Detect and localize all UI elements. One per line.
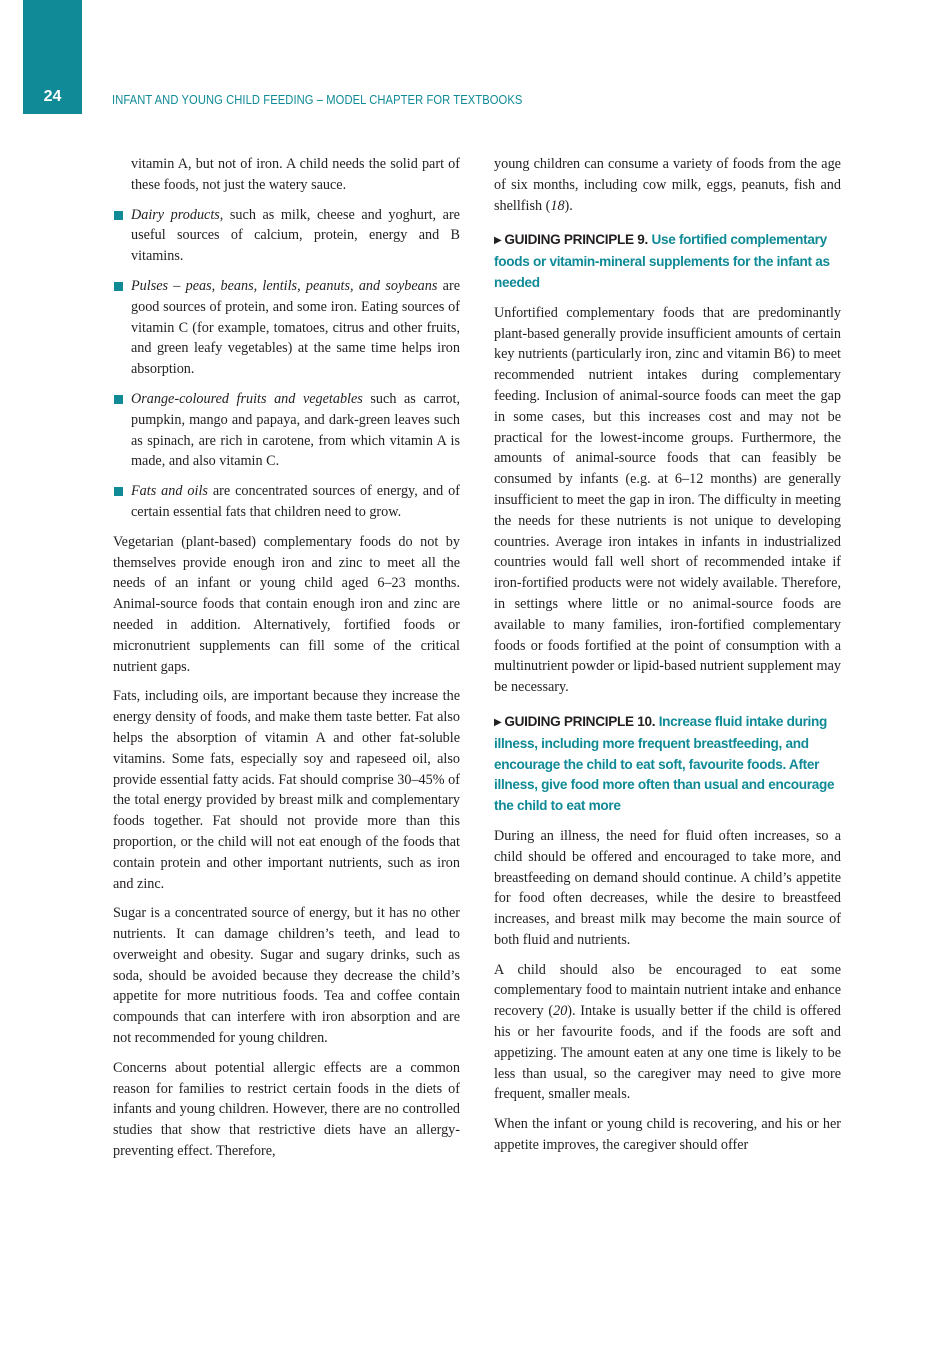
- body-paragraph: During an illness, the need for fluid often increases, so a child should be offered and encouraged to take more, and breastfeeding on demand should continue. A child’s appetite for food often decreases, while the desire to breastfeed increases, and breast milk may become the main source of both fluid and nutrients.: [494, 827, 841, 948]
- triangle-right-icon: ▶: [494, 235, 502, 247]
- list-item-term: Dairy products: [131, 206, 220, 223]
- page-number: 24: [43, 88, 62, 105]
- body-paragraph: Unfortified complementary foods that are predominantly plant-based generally provide insufficient amounts of certain key nutrients (particularly iron, zinc and vitamin B6) to meet recommended nutrient intakes during complementary feeding. Inclusion of animal-source foods can meet the gap in some cases, but this increases cost and may not be practical for the lowest-income groups. Furthermore, the amounts of animal-source foods that can feasibly be consumed by infants (e.g. at 6–12 months) are generally insufficient to meet the gap in iron. The difficulty in meeting the needs for these nutrients is not unique to developing countries. Average iron intakes in infants in industrialized countries would fall well short of recommended intake if iron-fortified products were not widely available. Therefore, in settings where little or no animal-source foods are available to many families, iron-fortified complementary foods or foods fortified at the point of consumption with a multinutrient powder or lipid-based nutrient supplement may be necessary.: [494, 304, 841, 696]
- list-item-term: Fats and oils: [131, 483, 208, 500]
- citation: 18: [550, 197, 565, 214]
- bullet-square-icon: [114, 211, 123, 220]
- principle-label: GUIDING PRINCIPLE 10.: [504, 713, 656, 729]
- list-item-text: , such as milk, cheese and yoghurt, are useful sources of calcium, protein, energy and B vitamins.: [131, 206, 460, 265]
- list-item-text: are concentrated sources of energy, and of certain essential fats that children need to grow.: [131, 483, 460, 520]
- list-item: [113, 481, 460, 523]
- list-item: [113, 389, 460, 472]
- list-item-text: are good sources of protein, and some iron. Eating sources of vitamin C (for example, tomatoes, citrus and other fruits, and green leafy vegetables) at the same time helps iron absorption.: [131, 277, 460, 378]
- list-item: [113, 205, 460, 267]
- body-paragraph: Concerns about potential allergic effects are a common reason for families to restrict certain foods in the diets of infants and young children. However, there are no controlled studies that show that restrictive diets have an allergy-preventing effect. Therefore,: [113, 1059, 460, 1160]
- bullet-square-icon: [114, 487, 123, 496]
- list-item: [113, 276, 460, 380]
- body-paragraph: A child should also be encouraged to eat some complementary food to maintain nutrient intake and enhance recovery (20). Intake is usually better if the child is offered his or her favourite foods, and if the foods are soft and appetizing. The amount eaten at any one time is likely to be less than usual, so the caregiver may need to give more frequent, smaller meals.: [494, 961, 841, 1103]
- triangle-right-icon: ▶: [494, 716, 502, 728]
- citation: 20: [553, 1003, 568, 1020]
- list-item-term: Orange-coloured fruits and vegetables: [131, 390, 363, 407]
- left-column: [113, 154, 460, 1171]
- principle-title: Use fortified complementary foods or vitamin-mineral supplements for the infant as needed: [494, 232, 830, 290]
- body-paragraph: When the infant or young child is recovering, and his or her appetite improves, the caregiver should offer: [494, 1116, 841, 1154]
- principle-title: Increase fluid intake during illness, including more frequent breastfeeding, and encourage the child to eat soft, favourite foods. After illness, give food more often than usual and encourage the child to eat more: [494, 713, 835, 814]
- principle-label: GUIDING PRINCIPLE 9.: [504, 232, 648, 248]
- body-paragraph: Vegetarian (plant-based) complementary foods do not by themselves provide enough iron and zinc to meet all the needs of an infant or young child aged 6–23 months. Animal-source foods that contain enough iron and zinc are needed in addition. Alternatively, fortified foods or micronutrient supplements can fill some of the critical nutrient gaps.: [113, 533, 460, 675]
- body-paragraph: Fats, including oils, are important because they increase the energy density of foods, and make them taste better. Fat also helps the absorption of vitamin A and other fat-soluble vitamins. Some fats, especially soy and rapeseed oil, also provide essential fatty acids. Fat should comprise 30–45% of the total energy provided by breast milk and complementary foods together. Fat should not provide more than this proportion, or the child will not eat enough of the foods that contain protein and other important nutrients, such as iron and zinc.: [113, 688, 460, 892]
- continuation-text: vitamin A, but not of iron. A child needs the solid part of these foods, not just the watery sauce.: [131, 156, 460, 193]
- bullet-square-icon: [114, 282, 123, 291]
- list-item-text: such as carrot, pumpkin, mango and papaya, and dark-green leaves such as spinach, are rich in carotene, from which vitamin A is made, and also vitamin C.: [131, 390, 461, 470]
- running-header: INFANT AND YOUNG CHILD FEEDING – MODEL CHAPTER FOR TEXTBOOKS: [112, 92, 523, 107]
- intro-paragraph: young children can consume a variety of foods from the age of six months, including cow milk, eggs, peanuts, fish and shellfish (18).: [494, 156, 841, 214]
- list-item-term: Pulses – peas, beans, lentils, peanuts, and soybeans: [131, 277, 438, 294]
- guiding-principle-9-heading: [494, 230, 841, 293]
- body-paragraph: Sugar is a concentrated source of energy, but it has no other nutrients. It can damage children’s teeth, and lead to overweight and obesity. Sugar and sugary drinks, such as soda, should be avoided because they decrease the child’s appetite for more nutritious foods. Tea and coffee contain compounds that can interfere with iron absorption and are not recommended for young children.: [113, 905, 460, 1047]
- bullet-square-icon: [114, 395, 123, 404]
- guiding-principle-10-heading: [494, 712, 841, 817]
- right-column: [494, 154, 841, 1165]
- food-group-list: [113, 205, 460, 523]
